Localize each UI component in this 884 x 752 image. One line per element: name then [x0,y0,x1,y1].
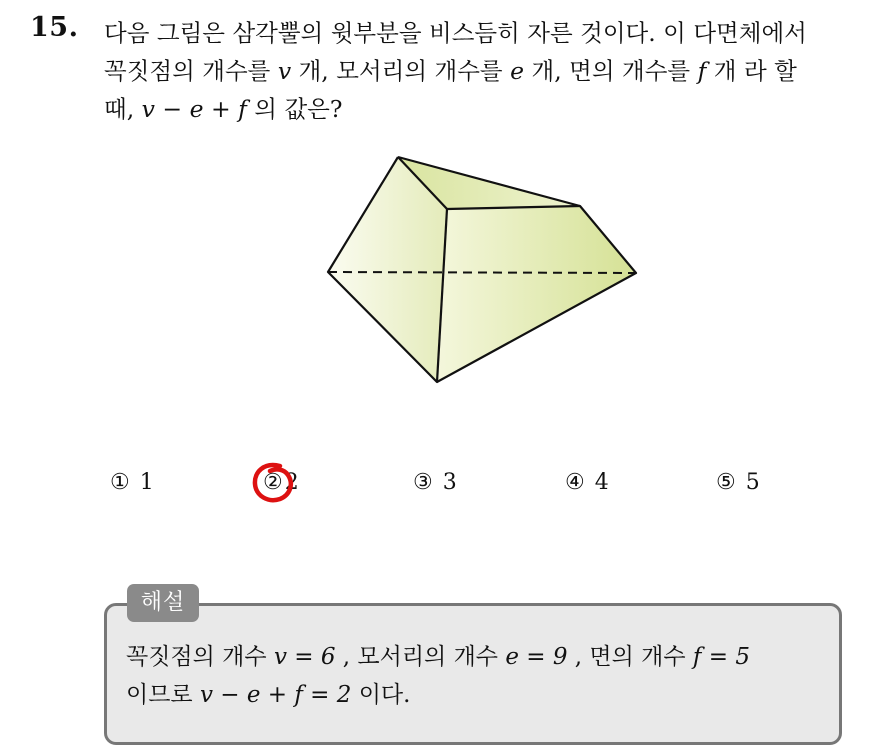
choice-2[interactable]: ②2 [263,470,299,495]
hidden-edge [328,272,636,273]
choice-5[interactable]: ⑤ 5 [716,470,760,495]
question-line-1: 다음 그림은 삼각뿔의 윗부분을 비스듬히 자른 것이다. 이 다면체에서 [104,19,807,47]
var-v: v [277,57,292,85]
choice-1[interactable]: ① 1 [110,470,154,495]
choice-4[interactable]: ④ 4 [565,470,609,495]
front-right-face [437,206,636,382]
question-number: 15. [30,12,79,43]
expression: v − e + f [141,95,247,123]
choice-3[interactable]: ③ 3 [413,470,457,495]
var-e: e [510,57,525,85]
question-line-2: 꼭짓점의 개수를 v 개, 모서리의 개수를 e 개, 면의 개수를 f 개 라 할 [104,57,797,85]
var-f: f [697,57,707,85]
solution-line-2: 이므로 v − e + f = 2 이다. [126,682,411,708]
solution-text [126,638,841,714]
question-line-3: 때, v − e + f 의 값은? [104,95,343,123]
solution-tag: 해설 [127,584,199,622]
answer-circle-mark [250,460,298,506]
solution-line-1: 꼭짓점의 개수 v = 6 , 모서리의 개수 e = 9 , 면의 개수 f = 5 [126,644,750,670]
